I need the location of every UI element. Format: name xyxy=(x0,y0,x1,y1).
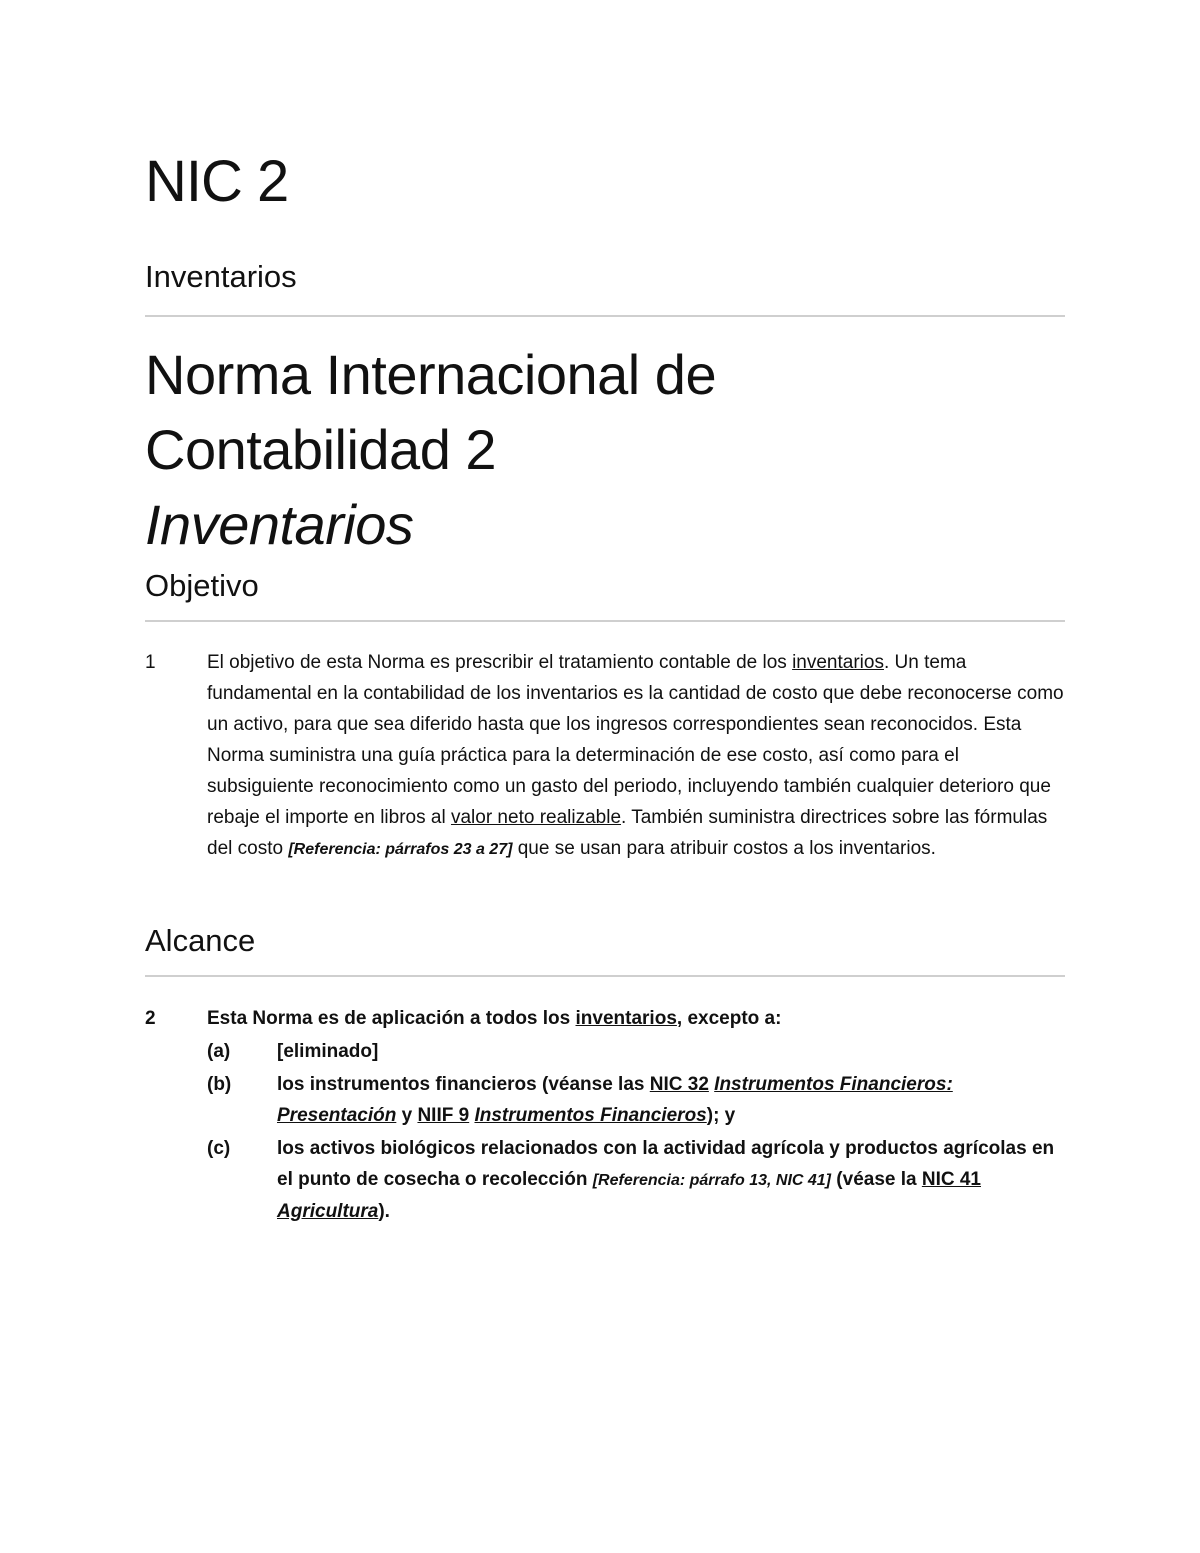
standard-title-line-2: Contabilidad 2 xyxy=(145,418,497,481)
link-niif-9[interactable]: NIIF 9 xyxy=(417,1105,470,1126)
standard-title-subject: Inventarios xyxy=(145,493,414,556)
list-item xyxy=(207,1036,1065,1067)
reference-note: [Referencia: párrafos 23 a 27] xyxy=(288,841,513,858)
link-valor-neto-realizable[interactable]: valor neto realizable xyxy=(450,807,622,828)
standard-title-line-1: Norma Internacional de xyxy=(145,343,717,406)
document-subtitle: Inventarios xyxy=(145,259,297,294)
exception-list xyxy=(207,1036,1065,1229)
paragraph-number: 1 xyxy=(145,652,156,673)
link-nic-32[interactable]: NIC 32 xyxy=(649,1074,709,1095)
standard-title xyxy=(145,337,716,562)
divider xyxy=(145,315,1065,317)
link-nic-32-title[interactable]: Instrumentos Financieros: Presentación xyxy=(277,1074,953,1126)
list-item-text-segment: los instrumentos financieros (véanse las xyxy=(277,1074,650,1095)
paragraph-number: 2 xyxy=(145,1008,156,1029)
paragraph-text-segment: . También suministra directrices sobre las fórmulas del costo xyxy=(207,807,1048,859)
list-item-text-segment: los activos biológicos relacionados con la actividad agrícola y productos agrícolas en el punto de cosecha o recolección xyxy=(277,1138,1055,1190)
list-item-text: [eliminado] xyxy=(277,1041,379,1062)
link-nic-41-title[interactable]: Agricultura xyxy=(277,1201,379,1222)
list-item-text-segment: ). xyxy=(378,1201,390,1222)
paragraph-text-segment: , excepto a: xyxy=(676,1008,782,1029)
reference-note: [Referencia: párrafo 13, NIC 41] xyxy=(592,1172,832,1189)
divider xyxy=(145,620,1065,622)
paragraph-text-segment: El objetivo de esta Norma es prescribir el tratamiento contable de los xyxy=(207,652,793,673)
list-item-label: (b) xyxy=(207,1074,232,1095)
list-item-label: (c) xyxy=(207,1138,231,1159)
list-item-text-segment: ); y xyxy=(706,1105,736,1126)
list-item xyxy=(207,1133,1065,1227)
list-item-label: (a) xyxy=(207,1041,231,1062)
list-item-text-segment: (véase la xyxy=(831,1169,922,1190)
list-item-text xyxy=(277,1133,1065,1227)
link-nic-41[interactable]: NIC 41 xyxy=(921,1169,981,1190)
list-item xyxy=(207,1069,1065,1131)
link-niif-9-title[interactable]: Instrumentos Financieros xyxy=(474,1105,707,1126)
paragraph-text-segment: que se usan para atribuir costos a los inventarios. xyxy=(512,838,936,859)
document-code: NIC 2 xyxy=(145,149,289,214)
link-inventarios[interactable]: inventarios xyxy=(575,1008,677,1029)
divider xyxy=(145,975,1065,977)
paragraph-text xyxy=(207,647,1065,865)
paragraph-text-segment: . Un tema fundamental en la contabilidad de los inventarios es la cantidad de costo que debe reconocerse como un activo, para que sea diferido hasta que los ingresos correspondientes sean reconocidos. Esta Norma suministra una guía práctica para la determinación de ese costo, así como para el subsiguiente reconocimiento como un gasto del periodo, incluyendo también cualquier deterioro que rebaje el importe en libros al xyxy=(207,652,1064,828)
link-inventarios[interactable]: inventarios xyxy=(792,652,884,673)
list-item-text-segment: y xyxy=(396,1105,418,1126)
list-item-text xyxy=(277,1069,1065,1131)
paragraph-text-segment: Esta Norma es de aplicación a todos los xyxy=(207,1008,576,1029)
section-heading-objetivo: Objetivo xyxy=(145,568,259,603)
section-heading-alcance: Alcance xyxy=(145,923,256,958)
paragraph-text xyxy=(207,1003,1065,1034)
